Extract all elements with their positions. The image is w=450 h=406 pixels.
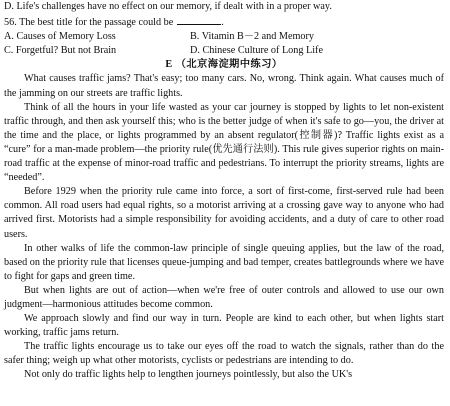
passage-paragraph-3: Before 1929 when the priority rule came into force, a sort of first-come, first-served rule had been common. All road users had equal rights, so a motorist arriving at a crossing gave way to anyone who had arrived first. Motorists had a simple responsibility for avoiding accidents, and a duty of care to other road users. (4, 186, 444, 240)
option-b: B. Vitamin B－2 and Memory (190, 31, 314, 43)
passage-paragraph-1: What causes traffic jams? That's easy; too many cars. No, wrong. Think again. What causes much of the jamming on our streets are traffic lights. (4, 73, 444, 99)
passage-paragraph-4: In other walks of life the common-law principle of single queuing applies, but the law of the road, based on the priority rule that licenses queue-jumping and bad temper, creates battlegrounds where we have to fight for gaps and green time. (4, 242, 444, 282)
question-55-option-d: D. Life's challenges have no effect on our memory, if dealt with in a proper way. (4, 1, 332, 12)
question-56-period: . (221, 17, 224, 29)
passage-paragraph-6: We approach slowly and find our way in turn. People are kind to each other, but when lights start working, traffic jams return. (4, 313, 444, 339)
question-56-text: 56. The best title for the passage could be (4, 17, 174, 29)
passage-paragraph-5: But when lights are out of action—when we're free of outer controls and allowed to use our own judgment—harmonious attitudes become common. (4, 284, 444, 310)
question-56-options-row-1 (4, 30, 444, 44)
question-56-options-row-2 (4, 44, 444, 58)
option-c: C. Forgetful? But not Brain (4, 45, 117, 57)
passage-paragraph-7: The traffic lights encourage us to take our eyes off the road to watch the signals, rather than do the safer thing; weigh up what other motorists, cyclists or pedestrians are intending to do. (4, 341, 444, 367)
answer-blank (177, 14, 221, 25)
passage-paragraph-2: Think of all the hours in your life wasted as your car journey is stopped by lights to let non-existent traffic through, and then ask yourself this; who is the better judge of when it's safe to go—you, the driver at the time and the place, or lights programmed by an absent regulator(控制器)? Traffic lights exist as a “cure” for a man-made problem—the priority rule(优先通行法则). This rule gives superior rights on main-road traffic at the expense of minor-road traffic and pedestrians. To interrupt the priority streams, lights are “needed”. (4, 101, 444, 184)
passage-paragraph-8: Not only do traffic lights help to lengthen journeys pointlessly, but also the UK's (24, 369, 353, 381)
option-a: A. Causes of Memory Loss (4, 31, 116, 43)
question-56-stem (4, 14, 444, 30)
option-d: D. Chinese Culture of Long Life (190, 45, 323, 57)
section-heading: E （北京海淀期中练习） (165, 59, 283, 71)
